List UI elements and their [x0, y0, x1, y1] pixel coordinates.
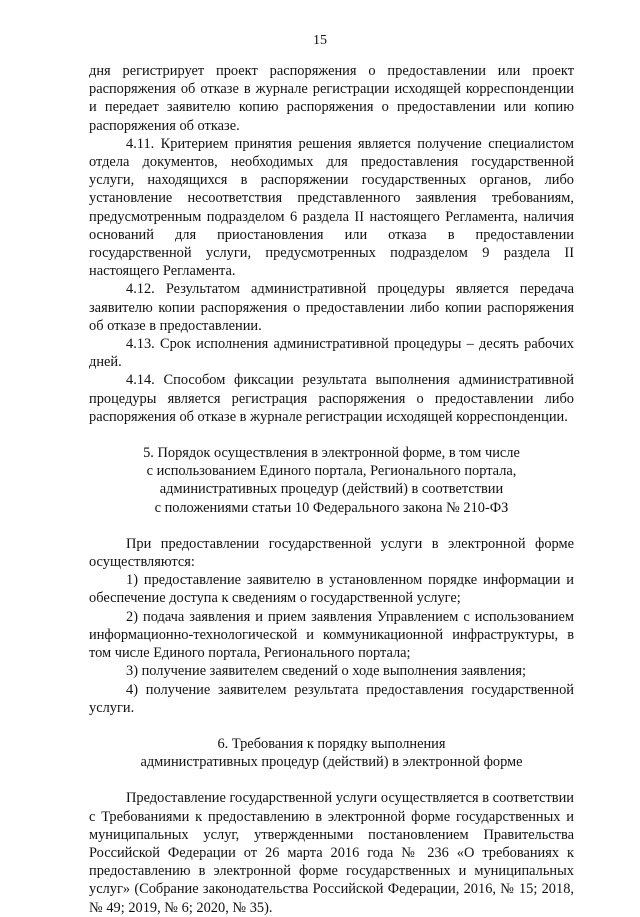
section-5-item-3: 3) получение заявителем сведений о ходе выполнения заявления;: [126, 663, 526, 680]
page-number: 15: [313, 33, 327, 48]
paragraph-4-11: 4.11. Критерием принятия решения является получение специалистом отдела документов, необходимых для предоставления государственной услуги, находящихся в распоряжении государственных органов, либо установление несоответствия представленного заявления требованиям, предусмотренным подразделом 6 раздела II настоящего Регламента, наличия оснований для приостановления или отказа в предоставлении государственной услуги, предусмотренных подразделом 9 раздела II настоящего Регламента.: [89, 135, 574, 280]
intro-paragraph: дня регистрирует проект распоряжения о предоставлении или проект распоряжения об отказе в журнале регистрации исходящей корреспонденции и передает заявителю копию распоряжения о предоставлении или копию распоряжения об отказе.: [89, 63, 574, 134]
section-5-heading-line: административных процедур (действий) в соответствии: [159, 481, 504, 498]
document-body: [89, 62, 574, 917]
section-5-heading-line: 5. Порядок осуществления в электронной форме, в том числе: [143, 445, 520, 462]
paragraph-4-13: 4.13. Срок исполнения административной процедуры – десять рабочих дней.: [89, 336, 574, 371]
paragraph-4-14: 4.14. Способом фиксации результата выполнения административной процедуры является регистрация распоряжения о предоставлении либо распоряжения об отказе в журнале регистрации исходящей корреспонденции.: [89, 372, 574, 425]
section-6-heading-line: административных процедур (действий) в электронной форме: [140, 754, 523, 771]
section-5-heading: [89, 444, 574, 517]
section-6-paragraph: Предоставление государственной услуги осуществляется в соответствии с Требованиями к предоставлению в электронной форме государственных и муниципальных услуг, утвержденными постановлением Правительства Российской Федерации от 26 марта 2016 года № 236 «О требованиях к предоставлению в электронной форме государственных и муниципальных услуг» (Собрание законодательства Российской Федерации, 2016, № 15; 2018, № 49; 2019, № 6; 2020, № 35).: [89, 790, 574, 916]
section-5-item-4: 4) получение заявителем результата предоставления государственной услуги.: [89, 681, 574, 716]
section-5-lead: При предоставлении государственной услуги в электронной форме осуществляются:: [89, 535, 574, 571]
section-5-heading-line: с положениями статьи 10 Федерального закона № 210-ФЗ: [154, 499, 509, 516]
section-5-heading-line: с использованием Единого портала, Регионального портала,: [146, 463, 517, 480]
paragraph-4-12: 4.12. Результатом административной процедуры является передача заявителю копии распоряжения о предоставлении либо копии распоряжения об отказе в предоставлении.: [89, 281, 574, 334]
section-6-heading: [89, 735, 574, 771]
section-6-heading-line: 6. Требования к порядку выполнения: [217, 735, 446, 752]
section-5-item-2: 2) подача заявления и прием заявления Управлением с использованием информационно-технологической и коммуникационной инфраструктуры, в том числе Единого портала, Регионального портала;: [89, 608, 574, 662]
section-5-item-1: 1) предоставление заявителю в установленном порядке информации и обеспечение доступа к сведениям о государственной услуге;: [89, 572, 574, 607]
